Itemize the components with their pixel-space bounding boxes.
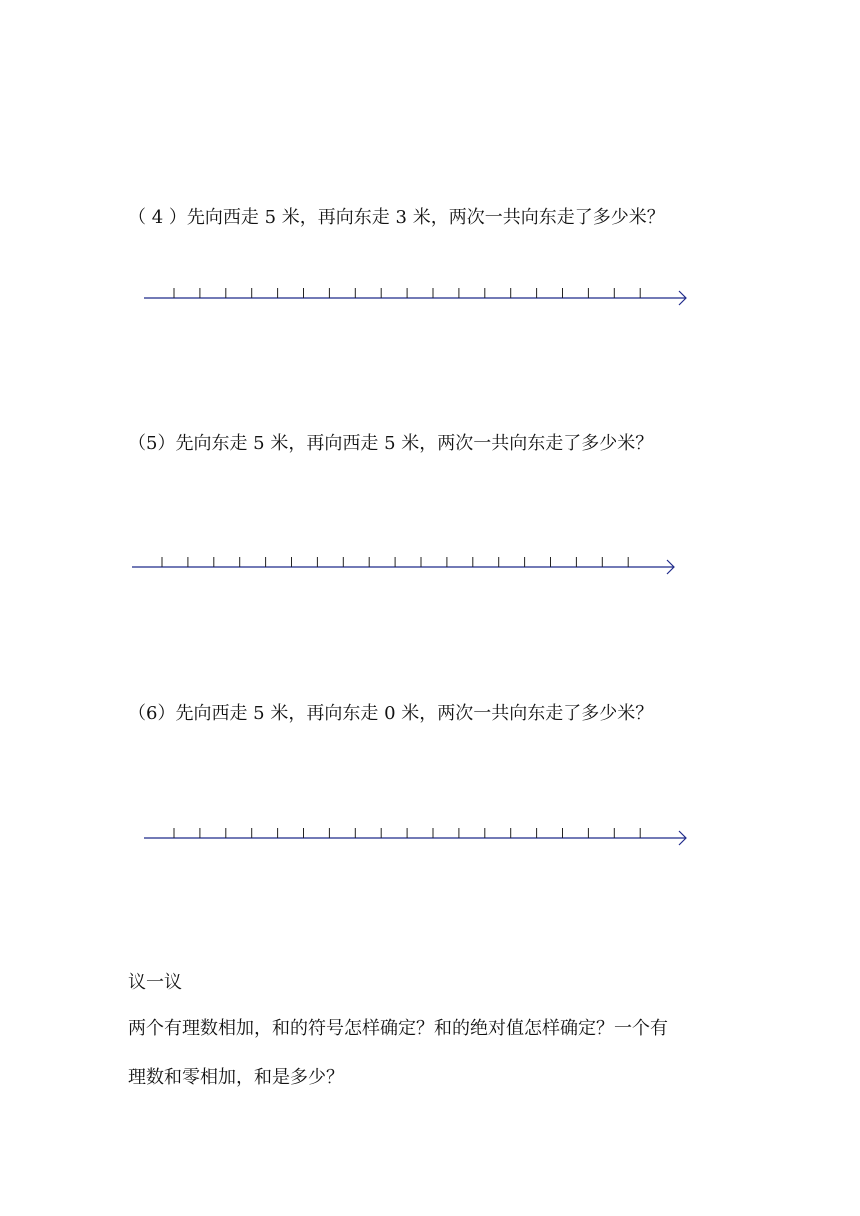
problem-text: 先向东走 5 米，再向西走 5 米，两次一共向东走了多少米？ bbox=[175, 433, 654, 454]
problem-4 bbox=[128, 207, 665, 229]
number-line-6 bbox=[140, 822, 692, 850]
discussion-line-1: 两个有理数相加，和的符号怎样确定？和的绝对值怎样确定？一个有 bbox=[128, 1018, 668, 1039]
number-line-5 bbox=[128, 551, 680, 579]
discussion-title: 议一议 bbox=[128, 972, 182, 993]
number-line-4 bbox=[140, 282, 692, 310]
problem-5 bbox=[128, 433, 653, 455]
problem-text: 先向西走 5 米，再向东走 0 米，两次一共向东走了多少米？ bbox=[175, 703, 654, 724]
problem-6 bbox=[128, 703, 653, 725]
discussion-line-2: 理数和零相加，和是多少？ bbox=[128, 1067, 344, 1088]
discussion-text bbox=[128, 1004, 668, 1102]
problem-number: （6） bbox=[128, 703, 176, 724]
problem-number: （5） bbox=[128, 433, 176, 454]
problem-number: （ 4 ） bbox=[128, 207, 187, 228]
problem-text: 先向西走 5 米，再向东走 3 米，两次一共向东走了多少米？ bbox=[186, 207, 665, 228]
